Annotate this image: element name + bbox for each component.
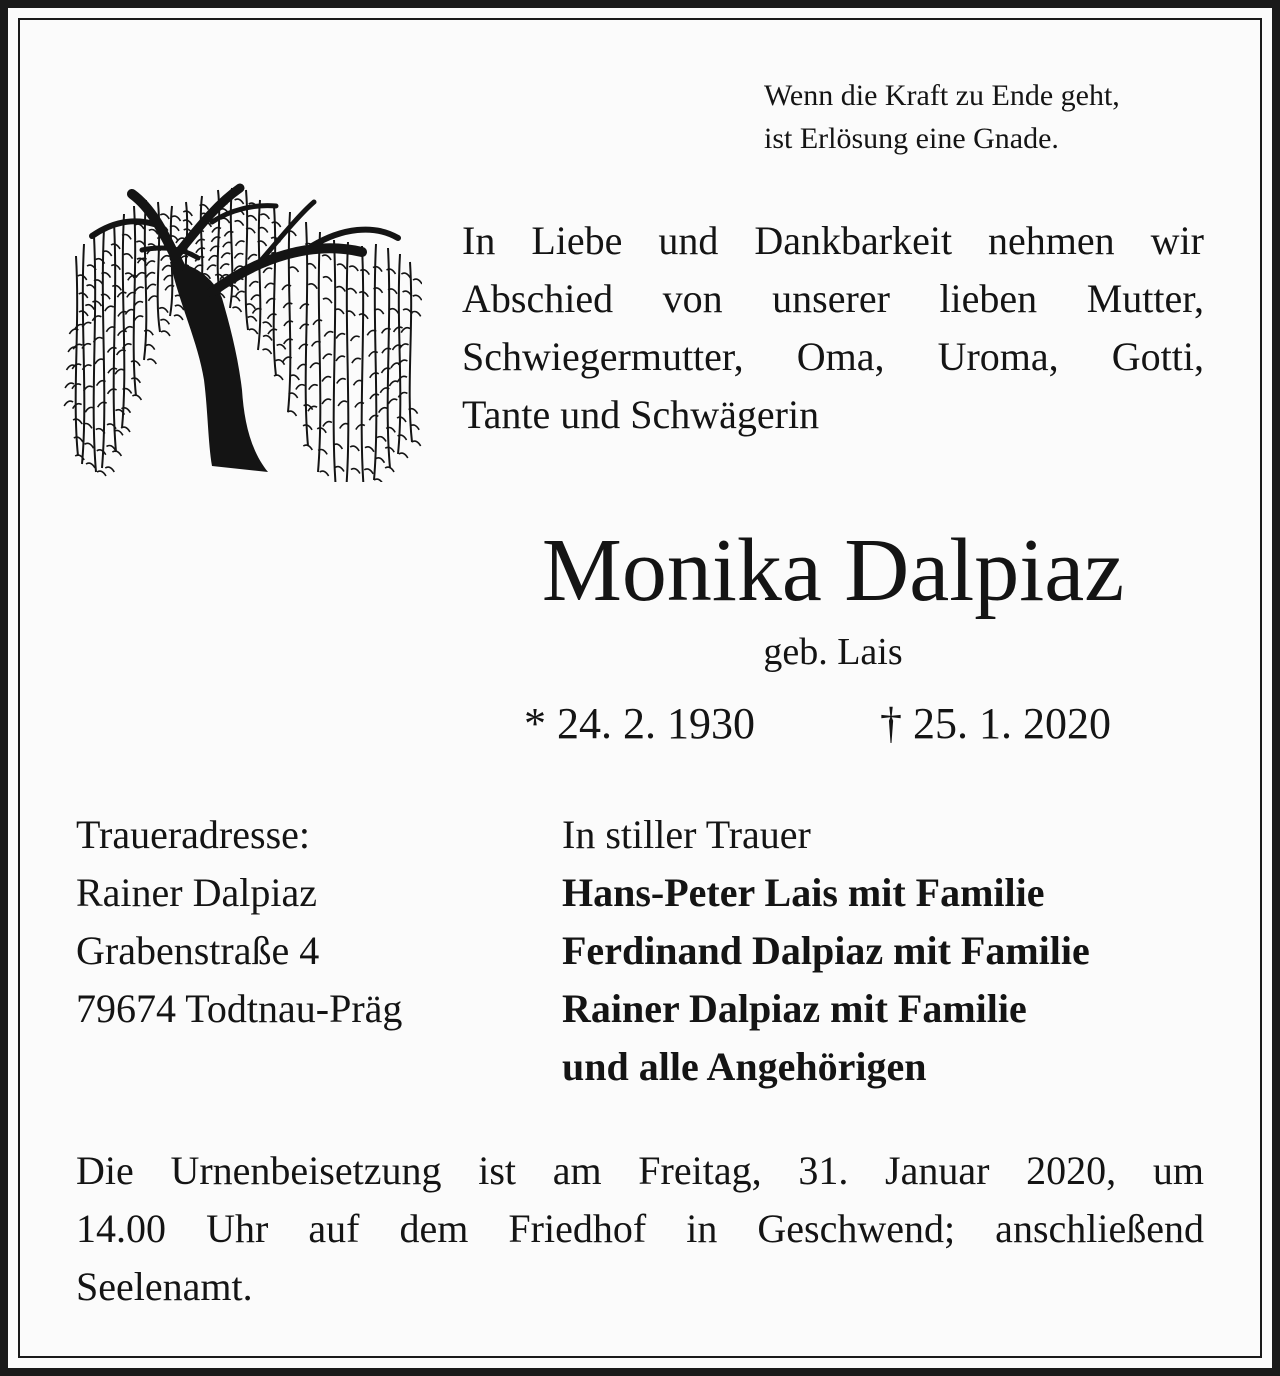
- mourners-intro: In stiller Trauer: [562, 812, 811, 857]
- mourner-name: Hans-Peter Lais mit Familie: [562, 870, 1045, 915]
- address-line: Traueradresse:: [76, 812, 311, 857]
- intro-line: In Liebe und Dankbarkeit nehmen wir: [462, 218, 1204, 263]
- intro-line: Tante und Schwägerin: [462, 392, 820, 437]
- motto-quote: [764, 74, 1120, 160]
- intro-line: Schwiegermutter, Oma, Uroma, Gotti,: [462, 334, 1204, 379]
- mourner-name: Ferdinand Dalpiaz mit Familie: [562, 928, 1090, 973]
- weeping-willow-icon: [62, 166, 422, 482]
- motto-line: ist Erlösung eine Gnade.: [764, 122, 1059, 155]
- funeral-line: 14.00 Uhr auf dem Friedhof in Geschwend; anschließend: [76, 1206, 1204, 1251]
- intro-text: [462, 212, 1204, 444]
- funeral-line: Die Urnenbeisetzung ist am Freitag, 31. Januar 2020, um: [76, 1148, 1204, 1193]
- funeral-line: Seelenamt.: [76, 1264, 253, 1309]
- mourners-list: [562, 806, 1090, 1096]
- deceased-name: Monika Dalpiaz: [541, 521, 1125, 620]
- address-line: 79674 Todtnau-Präg: [76, 986, 403, 1031]
- mourner-name: und alle Angehörigen: [562, 1044, 927, 1089]
- mourner-name: Rainer Dalpiaz mit Familie: [562, 986, 1027, 1031]
- death-date: † 25. 1. 2020: [880, 699, 1111, 748]
- address-line: Grabenstraße 4: [76, 928, 320, 973]
- mourning-address: [76, 806, 402, 1038]
- funeral-notice: [76, 1142, 1204, 1316]
- address-line: Rainer Dalpiaz: [76, 870, 317, 915]
- birth-name: geb. Lais: [763, 631, 903, 673]
- motto-line: Wenn die Kraft zu Ende geht,: [764, 79, 1120, 112]
- birth-date: * 24. 2. 1930: [524, 699, 755, 748]
- intro-line: Abschied von unserer lieben Mutter,: [462, 276, 1204, 321]
